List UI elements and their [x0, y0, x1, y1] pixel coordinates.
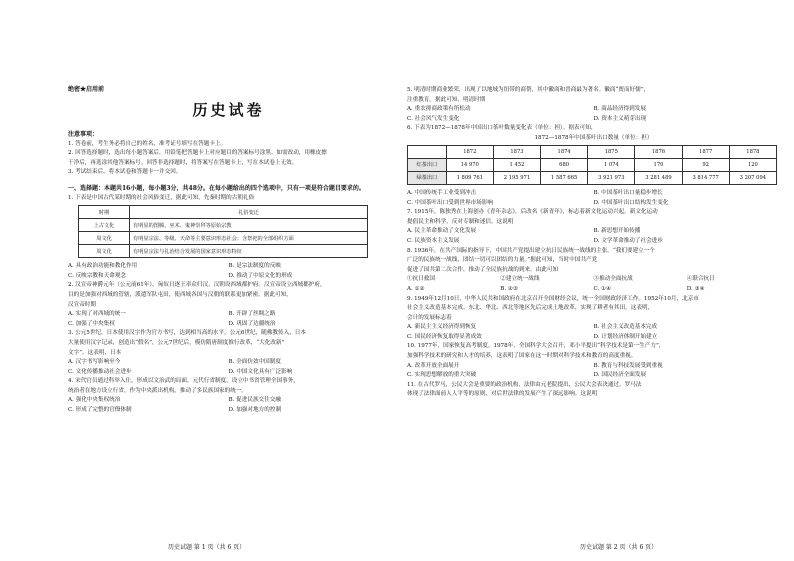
option[interactable]: D. 文学革命推动了社会进步 — [593, 237, 663, 244]
table-cell: 3 281 489 — [635, 171, 682, 184]
table-row — [408, 171, 777, 184]
left-page-footer: 历史试题 第 1 页（共 6 页） — [168, 544, 246, 551]
question-7-options — [407, 227, 780, 246]
option[interactable]: A. ①② — [407, 285, 425, 292]
option[interactable]: A. 改革开放全面展开 — [407, 362, 460, 369]
option[interactable]: D. 计划经济体制开始建立 — [593, 333, 658, 340]
question-3-line: 文字”。这表明，日本 — [68, 349, 122, 356]
question-7: 7. 1915年，陈独秀在上海创办《青年杂志》，后改名《新青年》，标志着新文化运动兴起。新文化运动 — [407, 209, 658, 216]
question-5-options — [407, 105, 780, 124]
question-9-options — [407, 323, 780, 342]
option[interactable]: D. 中国文化具有广泛影响 — [228, 368, 293, 375]
table-header-cell: 1874 — [541, 145, 588, 158]
option[interactable]: D. 资本主义萌芽出现 — [593, 115, 647, 122]
table-cell: 2 195 971 — [493, 171, 540, 184]
statement: ④联合抗日 — [686, 276, 715, 283]
option[interactable]: C. 国民经济恢复取得显著成效 — [407, 333, 482, 340]
question-7-line: 提倡民主和科学，反对专制和迷信。这说明 — [407, 218, 514, 225]
question-8-line: 广泛的民族统一战线，团结一切可以团结的力量。”据此可知，当时中国共产党 — [407, 257, 598, 264]
question-10-line: 加强科学技术的研究和人才的培养，这表明了国家在这一时期对科学技术和教育的高度重视。 — [407, 353, 637, 360]
question-2: 2. 汉宣帝神爵元年（公元前61年），匈奴日逐王率众归汉，汉朝设西域都护府。汉宣帝设立西域都护府， — [68, 282, 326, 289]
question-1: 1. 下表是中国古代某时期的社会风俗变迁，据此可知，先秦时期的古朝礼俗 — [68, 194, 255, 201]
question-3-line: 大量使用汉字记录，创造出“假名”，公元7世纪后，模仿隋唐制度推行改革，“大化改新” — [68, 339, 285, 346]
table-row — [79, 219, 368, 232]
table-header-cell: 1877 — [682, 145, 729, 158]
option[interactable]: B. 是宗法制度的反映 — [228, 263, 281, 270]
table-cell: 3 921 973 — [588, 171, 635, 184]
option[interactable]: A. 汉字书写影响至今 — [68, 359, 121, 366]
option[interactable]: A. 新民主主义经济得到恢复 — [407, 324, 477, 331]
option[interactable]: B. 教育与科技发展受到重视 — [593, 362, 663, 369]
question-2-line: 目的是加强对西域的管辖，派遣军队屯田，使西域各国与汉朝的联系更加紧密。据此可知， — [68, 291, 292, 298]
option[interactable]: C. 反映宗教和天命观念 — [68, 272, 126, 279]
question-8-line: 促进了国共第二次合作，推动了全民族抗战的到来。由此可知 — [407, 266, 559, 273]
question-9: 9. 1949年12月10日，中华人民共和国政府在北京召开全国财经会议，统一全国财政经济工作。1952年10月，北京市 — [407, 295, 699, 302]
table-cell: 3 814 777 — [682, 171, 729, 184]
table-cell: 1 074 — [588, 158, 635, 171]
right-page — [397, 0, 794, 561]
statement: ①抗日救国 — [407, 276, 435, 283]
option[interactable]: A. 强化中央集权统治 — [68, 397, 121, 404]
table-cell: 14 970 — [446, 158, 493, 171]
statement: ②建立统一战线 — [500, 276, 540, 283]
question-6-table — [407, 145, 777, 185]
option[interactable]: D. 国民经济全面发展 — [593, 372, 647, 379]
question-2-line: 汉宣帝时期 — [68, 301, 96, 308]
option[interactable]: C. 形成了完整的官僚体制 — [68, 407, 132, 414]
table-cell: 1 587 665 — [541, 171, 588, 184]
question-8-statements — [407, 275, 780, 285]
question-10-options — [407, 362, 780, 381]
table-cell: 红茶出口 — [408, 158, 447, 171]
question-11: 11. 在古代罗马，公民大会是重要的政治机构，法律由元老院提出，公民大会表决通过。罗马法 — [407, 381, 642, 388]
table-cell: 有明显宗法、等级、天命等主要意识形态社会；含祭祀的全部组织方面 — [130, 232, 368, 245]
note-line: 1. 答卷前，考生务必将自己的姓名、准考证号填写在答题卡上。 — [68, 140, 227, 147]
option[interactable]: A. 实现了对西域的统一 — [68, 311, 126, 318]
table-header-cell: 1872 — [446, 145, 493, 158]
table-header-cell: 1873 — [493, 145, 540, 158]
table-row — [79, 206, 368, 219]
question-9-line: 社会主义改造基本完成。东北、华北、西北等地区先后完成土地改革，实现了耕者有其田。这表明， — [407, 305, 654, 312]
option[interactable]: B. 开辟了丝绸之路 — [228, 311, 276, 318]
option[interactable]: C. 民族资本主义发展 — [407, 237, 460, 244]
question-6-options — [407, 189, 780, 208]
table-cell: 1 452 — [493, 158, 540, 171]
note-line: 干净后，再选涂其他答案标号。回答非选择题时，将答案写在答题卡上，写在本试卷上无效。 — [68, 159, 298, 166]
right-page-footer: 历史试题 第 2 页（共 6 页） — [580, 544, 658, 551]
option[interactable]: C. 加强了中央集权 — [68, 320, 115, 327]
table-header-cell: 1878 — [729, 145, 776, 158]
table-row — [79, 232, 368, 245]
table-header-cell: 1876 — [635, 145, 682, 158]
table-cell: 170 — [635, 158, 682, 171]
option[interactable]: B. 全面仿效中国制度 — [228, 359, 281, 366]
table-cell: 92 — [682, 158, 729, 171]
option[interactable]: C. 文化传播推动社会进步 — [68, 368, 132, 375]
option[interactable]: D. 加强对地方的控制 — [228, 407, 282, 414]
table-cell: 120 — [729, 158, 776, 171]
option[interactable]: B. 社会主义改造基本完成 — [593, 324, 658, 331]
question-4-line: 统治者在地方设立行省，作为中央派出机构，推动了多民族国家的统一。 — [68, 387, 248, 394]
notes-header: 注意事项： — [68, 131, 99, 138]
table-row — [408, 158, 777, 171]
option[interactable]: B. 新思想开始传播 — [593, 228, 641, 235]
statement: ③推动全面抗战 — [593, 276, 633, 283]
table-cell: 周文化 — [79, 245, 130, 258]
table-title: 1872—1878年中国茶叶出口数量（单位：担） — [534, 134, 653, 141]
question-8: 8. 1936年，在共产国际的指导下，中国共产党提出建立抗日民族统一战线的主张。“我们要建立一个 — [407, 247, 655, 254]
option[interactable]: D. 巩固了边疆统治 — [228, 320, 276, 327]
option[interactable]: D. 中国茶叶出口结构发生变化 — [593, 199, 669, 206]
option[interactable]: B. 商品经济得到发展 — [593, 106, 646, 113]
table-cell: 有明显宗法与礼治结合发展的国家意识形态特征 — [130, 245, 368, 258]
table-header-cell — [408, 145, 447, 158]
note-line: 2. 回答选择题时，选出每小题答案后，用铅笔把答题卡上对应题目的答案标号涂黑。如需改动，用橡皮擦 — [68, 150, 327, 157]
table-cell: 1 809 761 — [446, 171, 493, 184]
table-cell: 有明显的图腾、巫术、鬼神崇拜等原始宗教 — [130, 219, 368, 232]
table-cell: 3 207 094 — [729, 171, 776, 184]
option[interactable]: A. 重农抑商政策有所松动 — [407, 106, 471, 113]
option[interactable]: B. ②③ — [500, 285, 518, 292]
option[interactable]: C. 社会风气发生变化 — [407, 115, 460, 122]
question-5: 5. 明清时期商业繁荣，出现了以地域为纽带的商帮，其中徽商和晋商最为著名。徽商“贾而好儒”， — [407, 87, 650, 93]
question-3-options — [68, 358, 389, 377]
question-2-options — [68, 310, 389, 329]
table-row — [408, 145, 777, 158]
option[interactable]: B. 促进民族交往交融 — [228, 397, 281, 404]
question-4: 4. 宋代官员通过科举入仕，形成以文治武的局面。元代行省制度，设立中书省管理全国事务， — [68, 378, 299, 385]
secret-mark: 绝密★启用前 — [68, 86, 105, 93]
option[interactable]: D. ③④ — [686, 285, 705, 292]
question-5-line: 注重教育。据此可知，明清时期 — [407, 96, 486, 103]
note-line: 3. 考试结束后，将本试卷和答题卡一并交回。 — [68, 169, 182, 176]
table-row — [79, 245, 368, 258]
table-cell: 周文化 — [79, 232, 130, 245]
option[interactable]: C. ①④ — [593, 285, 612, 292]
table-cell: 680 — [541, 158, 588, 171]
question-1-options — [68, 262, 389, 281]
question-6: 6. 下表为1872—1878年中国出口茶叶数量变化表（单位：担）。据表可知， — [407, 125, 597, 132]
question-10: 10. 1977年，国家恢复高考制度。1978年，全国科学大会召开，邓小平提出“科学技术是第一生产力”， — [407, 343, 665, 350]
page-title: 历史试卷 — [192, 101, 265, 119]
option[interactable]: A. 民主革命推动了文化发展 — [407, 228, 477, 235]
question-1-table — [78, 205, 368, 258]
question-8-options — [407, 285, 780, 295]
option[interactable]: B. 中国茶叶出口量稳步增长 — [593, 189, 663, 196]
section-heading: 一、选择题：本题共16小题，每小题3分，共48分。在每小题给出的四个选项中，只有一项是符合题目要求的。 — [68, 184, 365, 192]
question-3: 3. 公元5世纪，日本使用汉字作为官方书写，达到相当高的水平。公元6世纪，随佛教传入，日本 — [68, 330, 306, 337]
question-9-line: 会计的发展标志着 — [407, 314, 452, 321]
option[interactable]: C. 实现思想解放的重大突破 — [407, 372, 477, 379]
table-cell: 绿茶出口 — [408, 171, 447, 184]
option[interactable]: A. 中国传统手工业受到冲击 — [407, 189, 477, 196]
table-cell: 上古文化 — [79, 219, 130, 232]
option[interactable]: A. 具有政治功能和教化作用 — [68, 263, 138, 270]
option[interactable]: C. 中国茶叶出口受到世界市场影响 — [407, 199, 493, 206]
table-header-cell: 1875 — [588, 145, 635, 158]
table-header-cell: 礼俗变迁 — [130, 206, 368, 219]
question-11-line: 体现了法律面前人人平等的原则，对后世法律的发展产生了深远影响。这说明 — [407, 391, 598, 398]
question-4-options — [68, 396, 389, 415]
option[interactable]: D. 推动了中原文化的形成 — [228, 272, 293, 279]
table-header-cell: 时期 — [79, 206, 130, 219]
